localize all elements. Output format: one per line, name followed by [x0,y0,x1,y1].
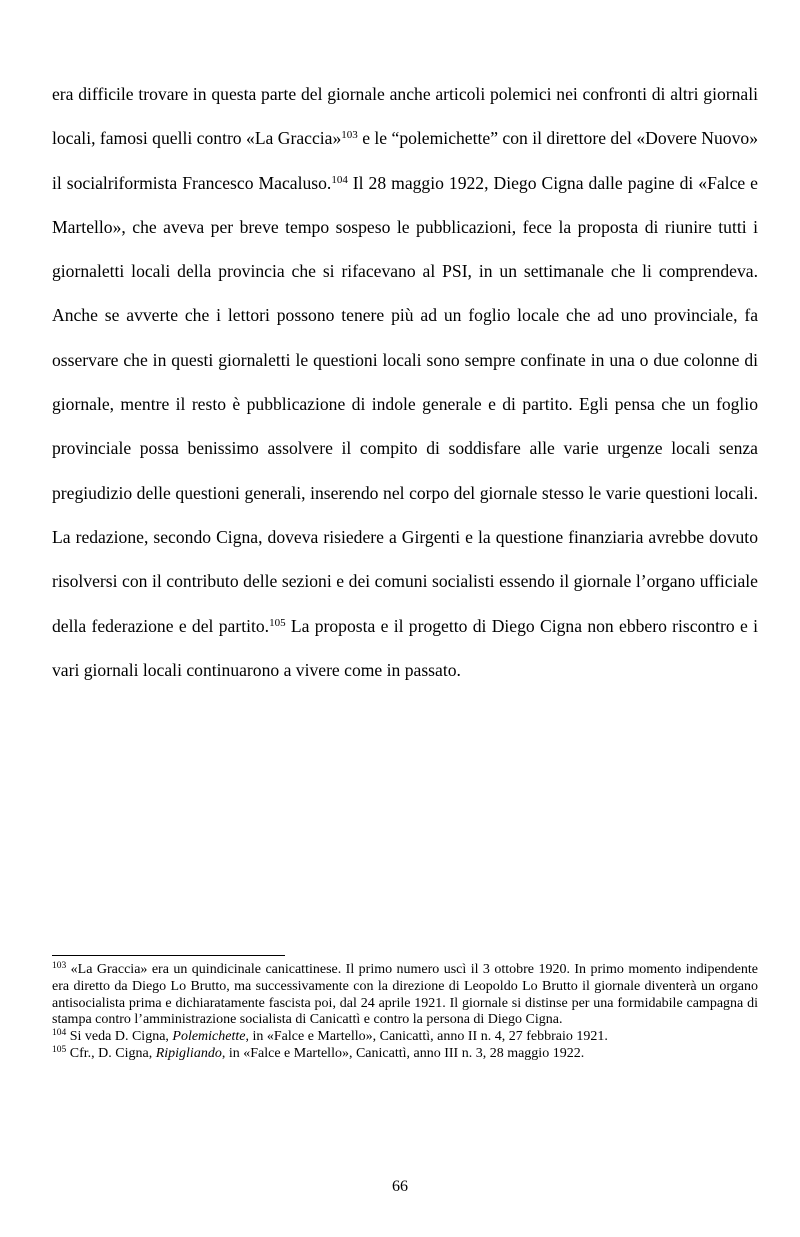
footnote-105 [52,1046,758,1063]
footnote-text: Si veda D. Cigna, [66,1029,173,1045]
body-paragraph [52,72,758,692]
footnote-title: Ripigliando [155,1045,222,1061]
body-text-1: era difficile trovare in questa parte del giornale anche articoli polemici nei confronti di altri giornali locali, famosi quelli contro «La Graccia» [52,84,758,149]
footnote-ref-103[interactable]: 103 [341,129,358,142]
body-text-3: Il 28 maggio 1922, Diego Cigna dalle pagine di «Falce e Martello», che aveva per breve tempo sospeso le pubblicazioni, fece la proposta di riunire tutti i giornaletti locali della provincia che si rifacevano al PSI, in un settimanale che li comprendeva. Anche se avverte che i lettori possono tenere più ad un foglio locale che ad uno provinciale, fa osservare che in questi giornaletti le questioni locali sono sempre confinate in una o due colonne di giornale, mentre il resto è pubblicazione di indole generale e di partito. Egli pensa che un foglio provinciale possa benissimo assolvere il compito di soddisfare alle varie urgenze locali senza pregiudizio delle questioni generali, inserendo nel corpo del giornale stesso le varie questioni locali. La redazione, secondo Cigna, doveva risiedere a Girgenti e la questione finanziaria avrebbe dovuto risolversi con il contributo delle sezioni e dei comuni socialisti essendo il giornale l’organo ufficiale della federazione e del partito. [52,172,758,636]
page-number: 66 [392,1178,408,1195]
footnote-ref-104[interactable]: 104 [331,173,348,186]
footnote-text: «La Graccia» era un quindicinale canicattinese. Il primo numero uscì il 3 ottobre 1920. In primo momento indipendente era diretto da Diego Lo Brutto, ma successivamente con la direzione di Leopoldo Lo Brutto il giornale diventerà un organo antisocialista prima e dichiaratamente fascista poi, dal 24 aprile 1921. Il giornale si distinse per una formidabile campagna di stampa contro l’amministrazione socialista di Canicattì e contro la persona di Diego Cigna. [52,962,758,1028]
footnote-text: Cfr., D. Cigna, [66,1045,156,1061]
footnote-number: 104 [52,1028,67,1039]
footnote-separator [52,955,285,956]
footnotes [52,962,758,1063]
footnote-number: 105 [52,1044,67,1055]
body-text-4: La proposta e il progetto di Diego Cigna non ebbero riscontro e i vari giornali locali continuarono a vivere come in passato. [52,615,759,680]
footnote-text: , in «Falce e Martello», Canicattì, anno II n. 4, 27 febbraio 1921. [245,1029,608,1045]
body-text-2: e le “polemichette” con il direttore del «Dovere Nuovo» il socialriformista Francesco Macaluso. [52,128,758,193]
footnote-text: , in «Falce e Martello», Canicattì, anno III n. 3, 28 maggio 1922. [221,1045,585,1061]
footnote-title: Polemichette [172,1029,246,1045]
footnote-ref-105[interactable]: 105 [269,616,286,629]
footnote-104 [52,1029,758,1046]
footnote-103 [52,962,758,1029]
footnote-number: 103 [52,961,67,971]
